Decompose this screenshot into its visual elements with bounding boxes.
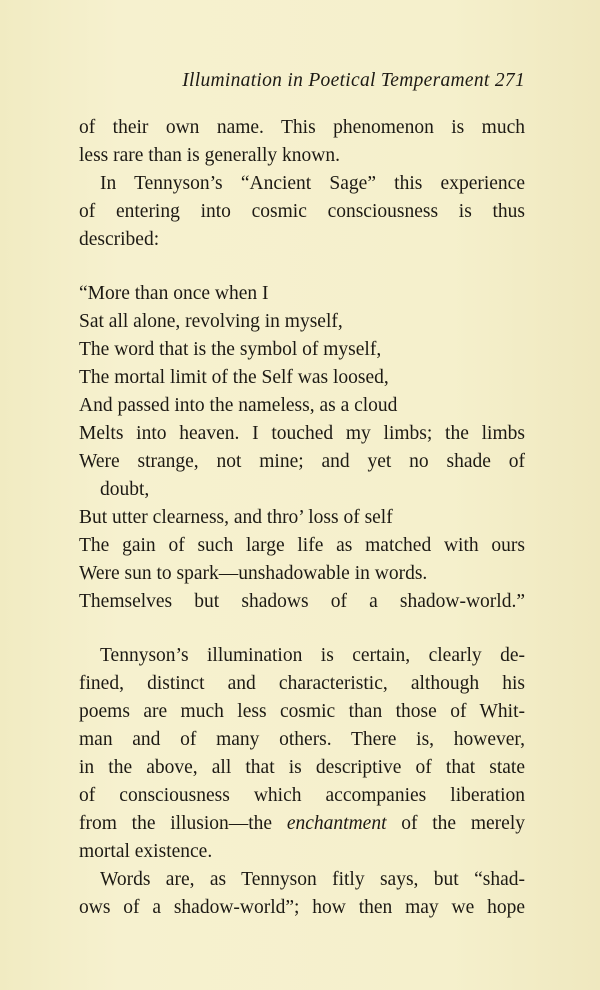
emphasis: enchantment [286,813,387,834]
text-line: of consciousness which accompanies liberation [79,785,525,806]
text-line: In Tennyson’s “Ancient Sage” this experience [100,173,525,194]
running-head-title: Illumination in Poetical Temperament [182,70,490,91]
text-line: in the above, all that is descriptive of that state [79,757,525,778]
text-line: Words are, as Tennyson fitly says, but “shad- [100,869,525,890]
poem-line: Themselves but shadows of a shadow-world.” [79,591,525,612]
text-line: man and of many others. There is, however, [79,729,525,750]
poem-line: But utter clearness, and thro’ loss of self [79,507,393,528]
text-line: of their own name. This phenomenon is much [79,117,525,138]
poem-line: The mortal limit of the Self was loosed, [79,367,389,388]
poem-line: The word that is the symbol of myself, [79,339,382,360]
poem-line: Melts into heaven. I touched my limbs; the limbs [79,423,525,444]
poem-line: And passed into the nameless, as a cloud [79,395,398,416]
text-line: fined, distinct and characteristic, although his [79,673,525,694]
text-segment: from the illusion—the [79,813,287,834]
poem-line: Were sun to spark—unshadowable in words. [79,563,428,584]
text-line: described: [79,229,160,250]
text-line: ows of a shadow-world”; how then may we hope [79,897,525,918]
poem-line: doubt, [100,479,150,500]
text-line: poems are much less cosmic than those of Whit- [79,701,525,722]
book-page [79,0,525,990]
poem-line: “More than once when I [79,283,269,304]
text-line: less rare than is generally known. [79,145,341,166]
poem-line: The gain of such large life as matched with ours [79,535,525,556]
page-number: 271 [494,70,525,91]
text-line: Tennyson’s illumination is certain, clearly de- [100,645,525,666]
text-line: of entering into cosmic consciousness is thus [79,201,525,222]
text-line [79,810,525,838]
text-line: mortal existence. [79,841,213,862]
poem-line: Sat all alone, revolving in myself, [79,311,343,332]
text-segment: of the merely [386,813,525,834]
poem-line: Were strange, not mine; and yet no shade of [79,451,525,472]
running-head [79,70,525,92]
